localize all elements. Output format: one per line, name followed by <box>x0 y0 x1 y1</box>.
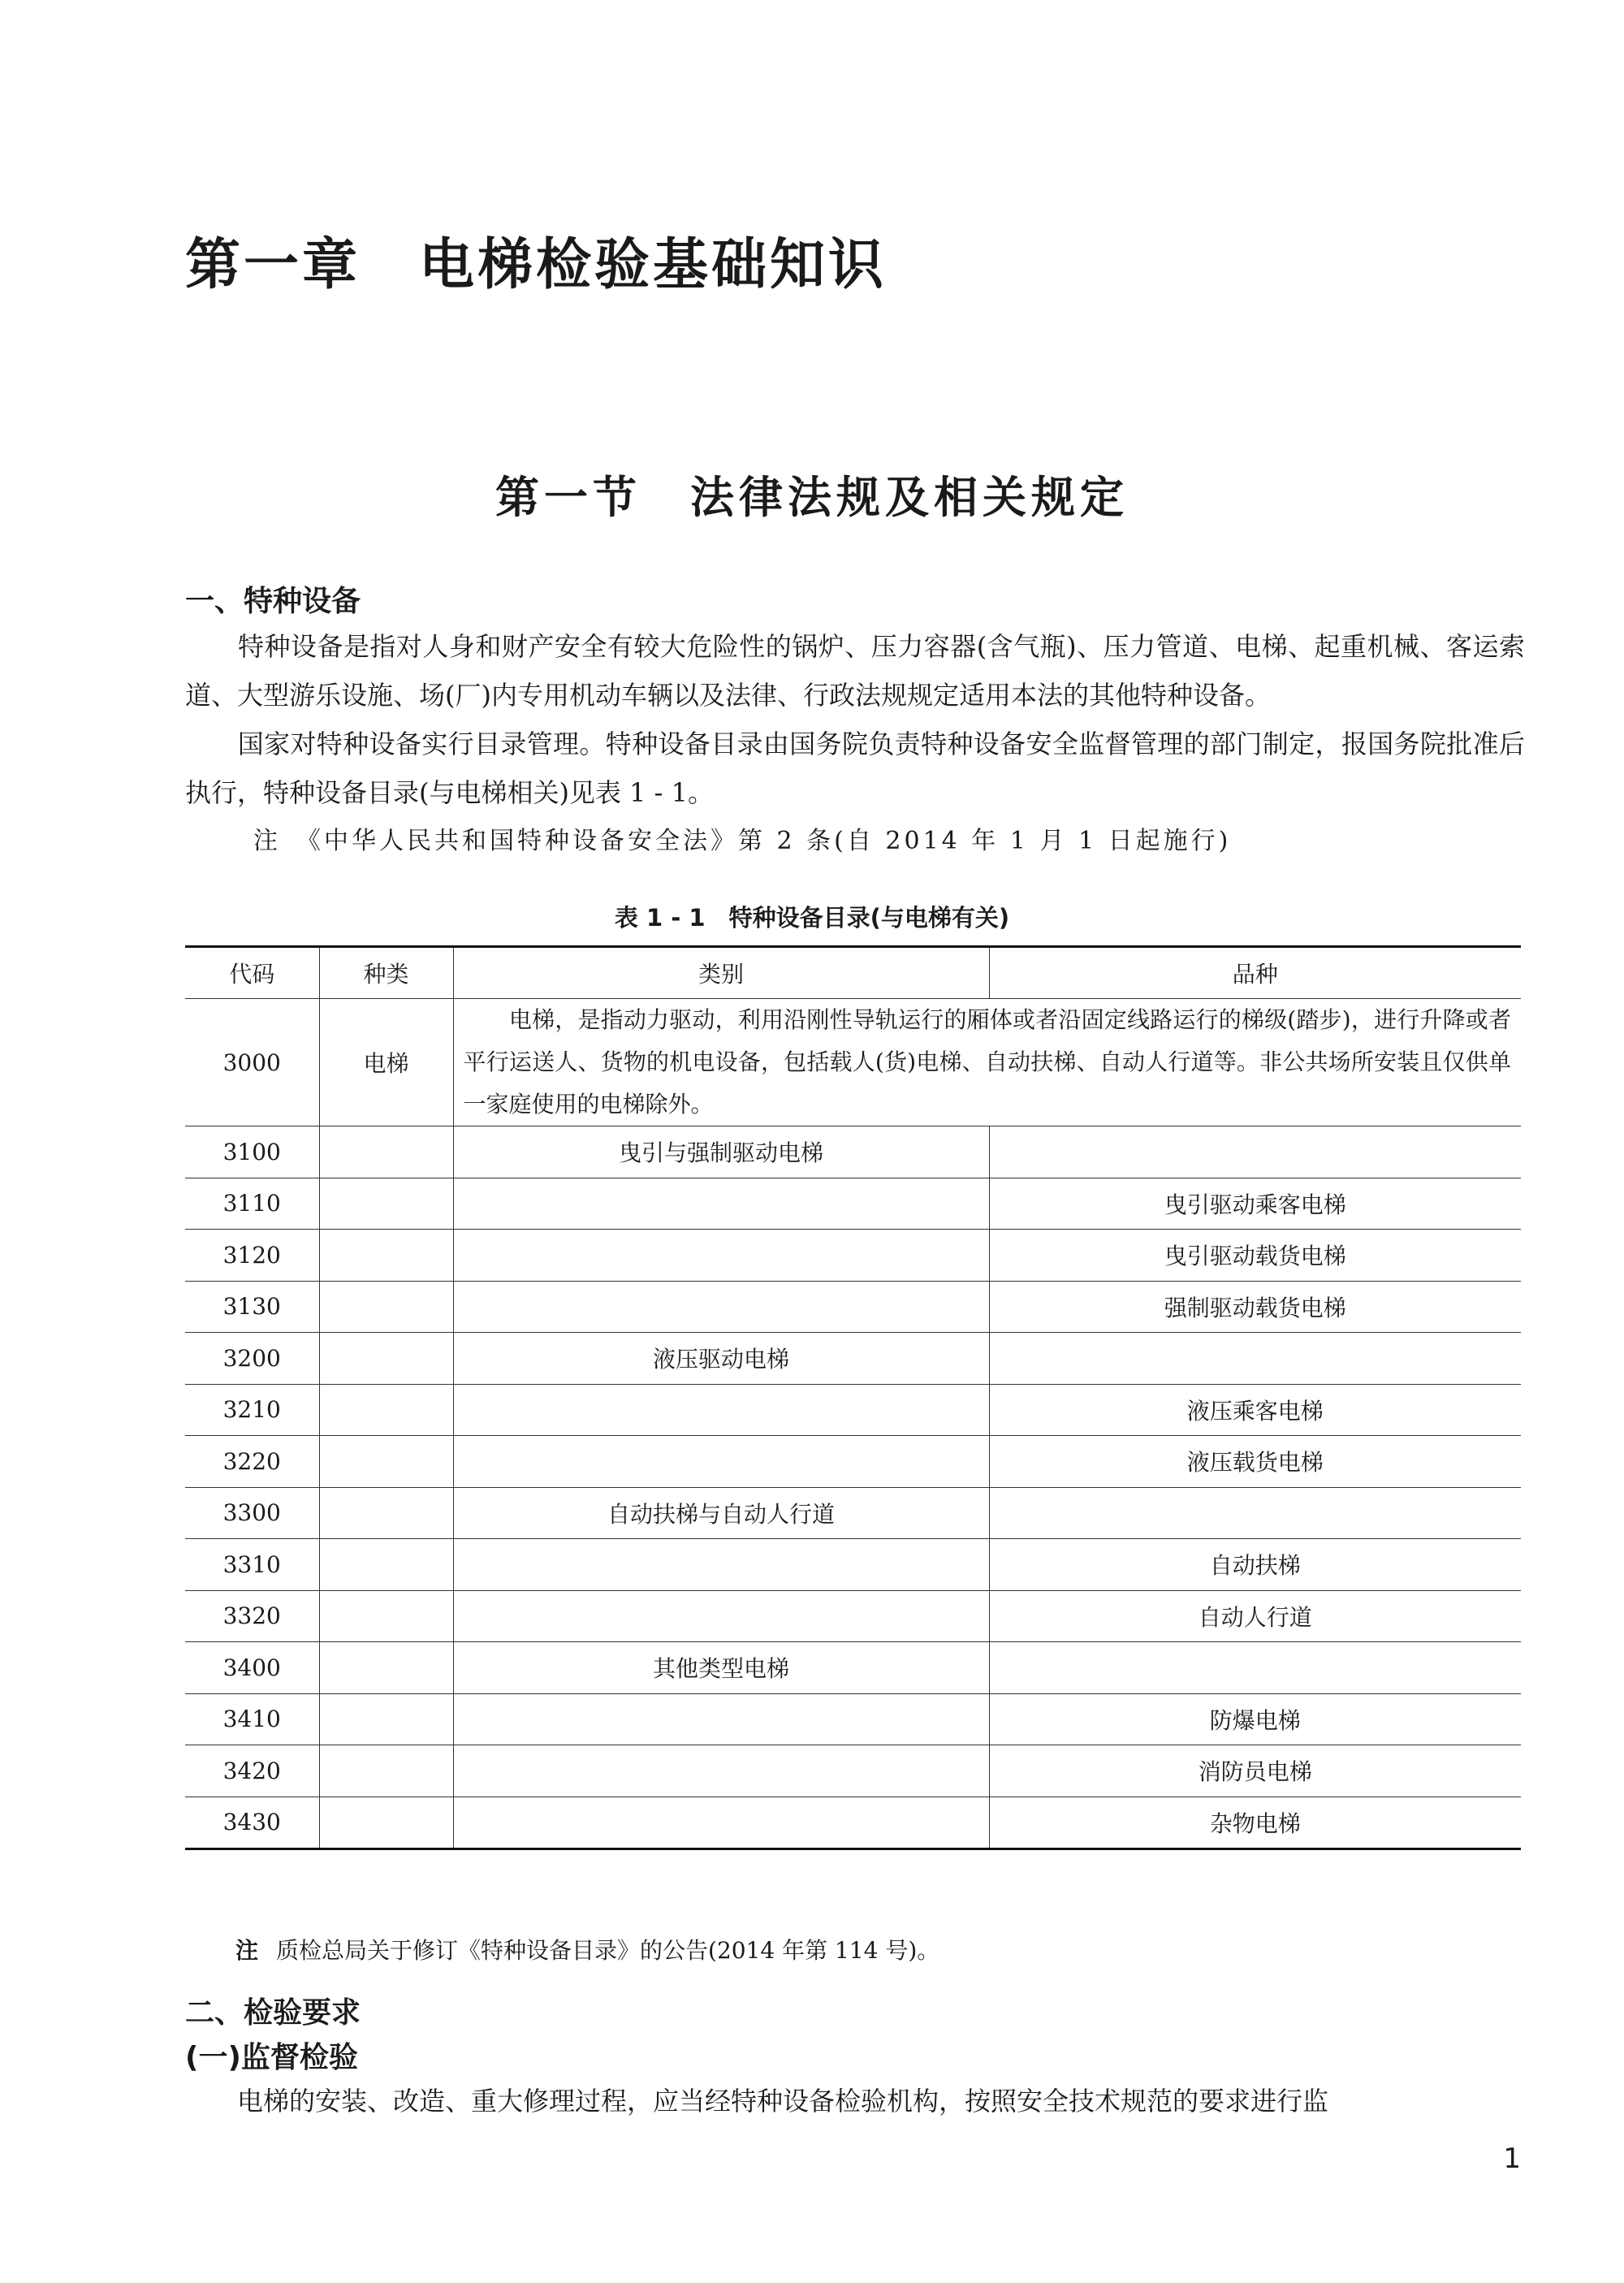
cell-kind <box>319 1797 453 1849</box>
special-equipment-catalog-table <box>185 945 1521 1850</box>
cell-category <box>453 1797 989 1849</box>
cell-category <box>453 1693 989 1745</box>
cell-code: 3410 <box>185 1693 319 1745</box>
table-row <box>185 1281 1521 1333</box>
cell-category <box>453 1281 989 1333</box>
cell-category <box>453 1178 989 1230</box>
chapter-title: 第一章 电梯检验基础知识 <box>185 233 888 297</box>
table-row <box>185 1539 1521 1591</box>
cell-code: 3100 <box>185 1126 319 1178</box>
cell-kind <box>319 1590 453 1642</box>
table-row <box>185 1230 1521 1282</box>
heading-special-equipment: 一、特种设备 <box>185 585 361 618</box>
cell-variety: 杂物电梯 <box>989 1797 1521 1849</box>
section-title: 第一节 法律法规及相关规定 <box>495 472 1129 523</box>
cell-variety: 液压乘客电梯 <box>989 1384 1521 1436</box>
table-note-text: 质检总局关于修订《特种设备目录》的公告(2014 年第 114 号)。 <box>276 1937 940 1964</box>
cell-variety: 消防员电梯 <box>989 1745 1521 1797</box>
cell-category <box>453 1745 989 1797</box>
cell-kind <box>319 1281 453 1333</box>
cell-code: 3320 <box>185 1590 319 1642</box>
header-code: 代码 <box>185 947 319 999</box>
cell-category: 其他类型电梯 <box>453 1642 989 1694</box>
cell-code: 3420 <box>185 1745 319 1797</box>
paragraph-catalog-management: 国家对特种设备实行目录管理。特种设备目录由国务院负责特种设备安全监督管理的部门制定，报国务院批准后执行，特种设备目录(与电梯相关)见表 1 - 1。 <box>185 729 1525 808</box>
cell-code: 3220 <box>185 1436 319 1488</box>
cell-variety: 曳引驱动乘客电梯 <box>989 1178 1521 1230</box>
cell-kind <box>319 1230 453 1282</box>
cell-code: 3300 <box>185 1487 319 1539</box>
cell-category <box>453 1590 989 1642</box>
cell-code: 3120 <box>185 1230 319 1282</box>
table-row <box>185 1590 1521 1642</box>
cell-variety <box>989 1333 1521 1385</box>
cell-variety: 自动扶梯 <box>989 1539 1521 1591</box>
cell-category <box>453 1384 989 1436</box>
law-citation-note: 注 《中华人民共和国特种设备安全法》第 2 条(自 2014 年 1 月 1 日起施行) <box>253 827 1232 855</box>
cell-kind <box>319 1745 453 1797</box>
cell-code: 3430 <box>185 1797 319 1849</box>
cell-kind <box>319 1178 453 1230</box>
cell-code: 3130 <box>185 1281 319 1333</box>
cell-kind <box>319 1384 453 1436</box>
table-row <box>185 1745 1521 1797</box>
cell-variety: 强制驱动载货电梯 <box>989 1281 1521 1333</box>
heading-supervision-inspection: (一)监督检验 <box>185 2041 358 2074</box>
cell-category <box>453 1539 989 1591</box>
cell-category: 自动扶梯与自动人行道 <box>453 1487 989 1539</box>
cell-variety: 自动人行道 <box>989 1590 1521 1642</box>
header-category: 类别 <box>453 947 989 999</box>
cell-category <box>453 1436 989 1488</box>
cell-variety: 防爆电梯 <box>989 1693 1521 1745</box>
cell-code: 3210 <box>185 1384 319 1436</box>
heading-inspection-requirements: 二、检验要求 <box>185 1996 361 2030</box>
table-row <box>185 1384 1521 1436</box>
cell-kind <box>319 1693 453 1745</box>
cell-variety: 液压载货电梯 <box>989 1436 1521 1488</box>
table-row <box>185 1797 1521 1849</box>
table-note <box>235 1933 939 1965</box>
cell-kind <box>319 1642 453 1694</box>
table-header-row <box>185 947 1521 999</box>
paragraph-special-equipment-definition: 特种设备是指对人身和财产安全有较大危险性的锅炉、压力容器(含气瓶)、压力管道、电梯、起重机械、客运索道、大型游乐设施、场(厂)内专用机动车辆以及法律、行政法规规定适用本法的其他特种设备。 <box>185 631 1525 711</box>
table-row <box>185 1487 1521 1539</box>
cell-variety <box>989 1487 1521 1539</box>
paragraph-supervision-inspection: 电梯的安装、改造、重大修理过程，应当经特种设备检验机构，按照安全技术规范的要求进行监 <box>185 2086 1329 2117</box>
cell-code: 3310 <box>185 1539 319 1591</box>
table-row <box>185 1333 1521 1385</box>
cell-kind <box>319 1333 453 1385</box>
table-row <box>185 1642 1521 1694</box>
cell-code: 3400 <box>185 1642 319 1694</box>
table-row <box>185 1693 1521 1745</box>
cell-variety <box>989 1126 1521 1178</box>
table-caption: 表 1 - 1 特种设备目录(与电梯有关) <box>614 904 1010 932</box>
cell-category <box>453 1230 989 1282</box>
table-row <box>185 1126 1521 1178</box>
cell-kind <box>319 1487 453 1539</box>
cell-kind: 电梯 <box>319 999 453 1126</box>
header-kind: 种类 <box>319 947 453 999</box>
cell-code: 3000 <box>185 999 319 1126</box>
cell-category: 液压驱动电梯 <box>453 1333 989 1385</box>
cell-elevator-description: 电梯，是指动力驱动，利用沿刚性导轨运行的厢体或者沿固定线路运行的梯级(踏步)，进行升降或者平行运送人、货物的机电设备，包括载人(货)电梯、自动扶梯、自动人行道等。非公共场所安装且仅供单一家庭使用的电梯除外。 <box>453 999 1521 1126</box>
cell-kind <box>319 1436 453 1488</box>
cell-kind <box>319 1126 453 1178</box>
page-number: 1 <box>1503 2142 1521 2175</box>
cell-code: 3110 <box>185 1178 319 1230</box>
cell-kind <box>319 1539 453 1591</box>
cell-variety <box>989 1642 1521 1694</box>
table-note-label: 注 <box>235 1937 259 1964</box>
table-row-elevator <box>185 999 1521 1126</box>
table-row <box>185 1436 1521 1488</box>
table-row <box>185 1178 1521 1230</box>
cell-variety: 曳引驱动载货电梯 <box>989 1230 1521 1282</box>
cell-code: 3200 <box>185 1333 319 1385</box>
cell-category: 曳引与强制驱动电梯 <box>453 1126 989 1178</box>
header-variety: 品种 <box>989 947 1521 999</box>
